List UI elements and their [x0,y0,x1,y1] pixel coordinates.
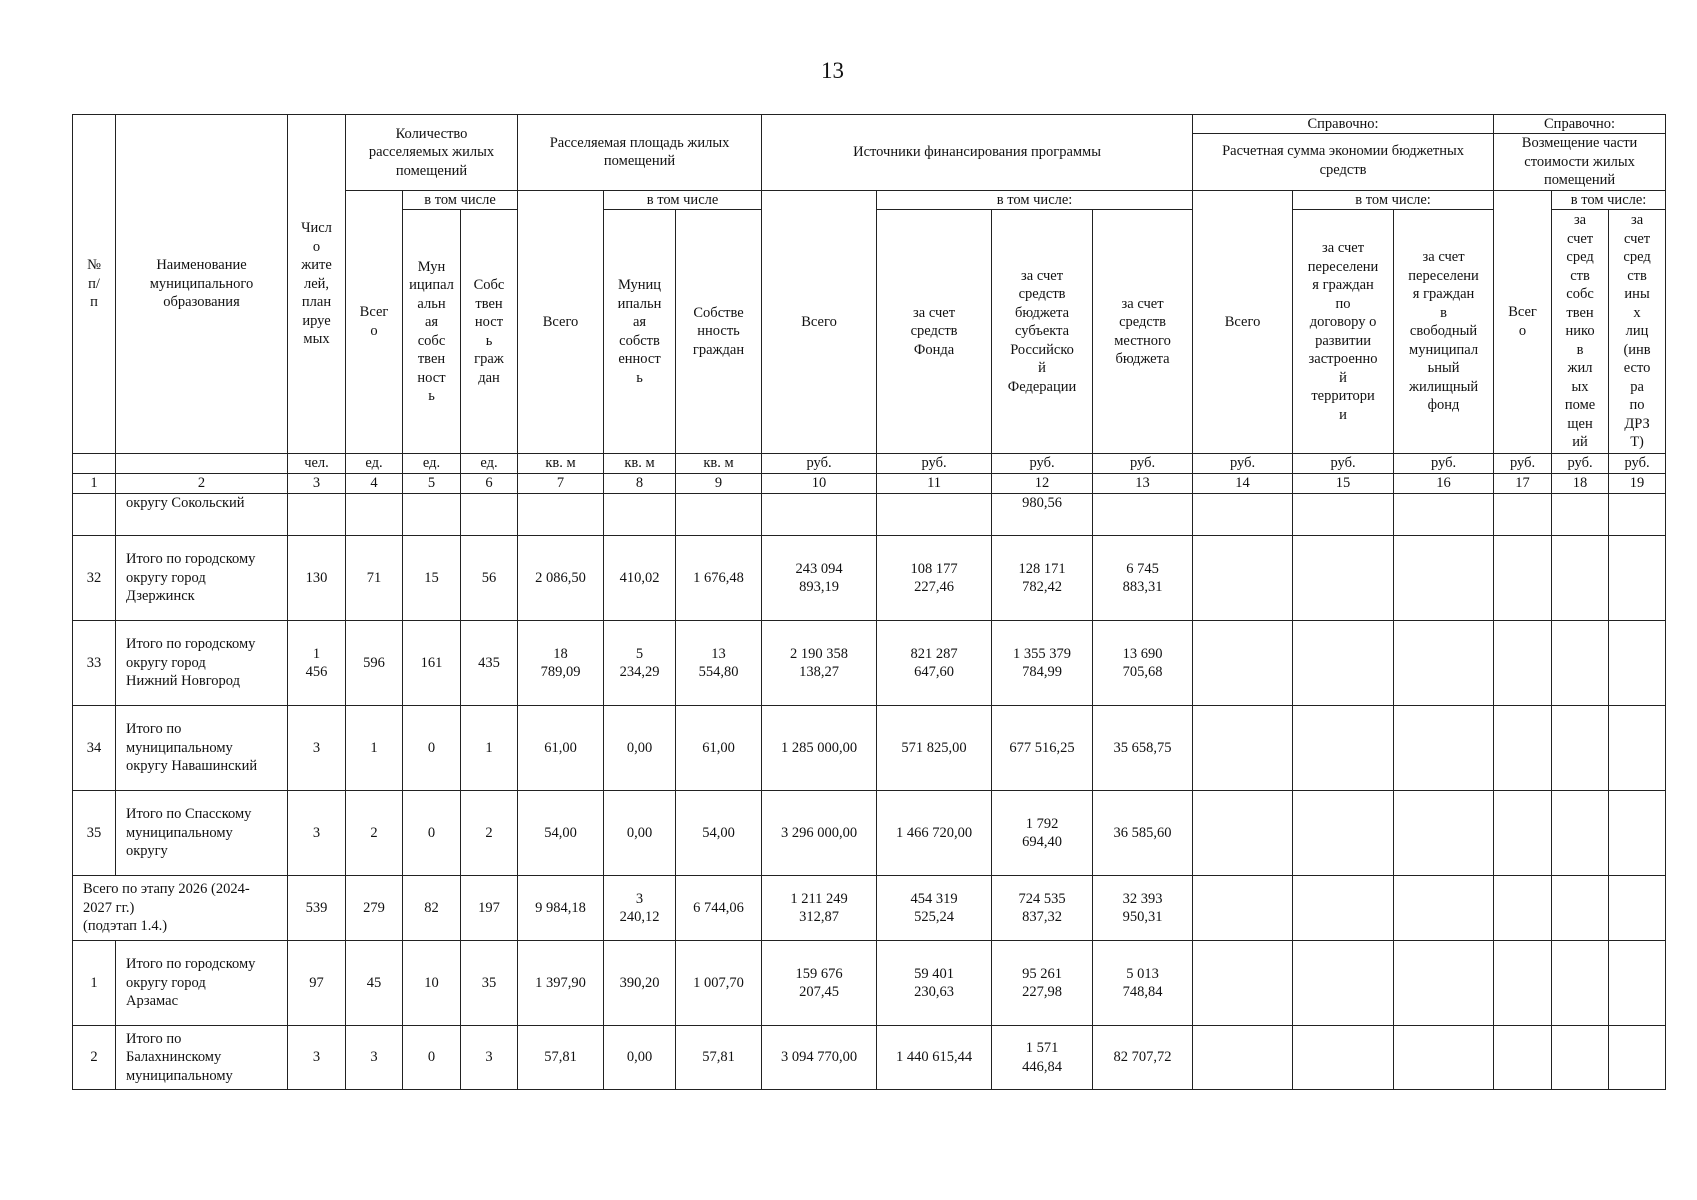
header-col-number: № п/ п [73,115,116,454]
cell-value: 95 261 227,98 [992,941,1093,1026]
cell-value: 5 234,29 [604,621,676,706]
header-col-name: Наименование муниципального образования [116,115,288,454]
cell-value: 3 [461,1026,518,1090]
header-row-groups [73,115,1666,191]
header-ref2-total: Всег о [1494,190,1552,454]
cell-value: 1 456 [288,621,346,706]
cell-value: 3 296 000,00 [762,791,877,876]
cell-value: 35 658,75 [1093,706,1193,791]
cell-value: 454 319 525,24 [877,876,992,941]
cell-value: 57,81 [518,1026,604,1090]
table-row [73,536,1666,621]
cell-value: 0 [403,706,461,791]
unit-cell: руб. [877,454,992,474]
column-number: 5 [403,474,461,494]
table-row [73,941,1666,1026]
cell-value: 1 792 694,40 [992,791,1093,876]
column-number: 13 [1093,474,1193,494]
cell-value: 3 240,12 [604,876,676,941]
cell-value: 1 397,90 [518,941,604,1026]
cell-value: 724 535 837,32 [992,876,1093,941]
cell-value: 54,00 [676,791,762,876]
cell-value: 18 789,09 [518,621,604,706]
savings-title: Расчетная сумма экономии бюджетных средств [1222,143,1464,178]
unit-cell: руб. [1394,454,1494,474]
cell-value: 2 086,50 [518,536,604,621]
unit-cell: ед. [461,454,518,474]
cell-value: 36 585,60 [1093,791,1193,876]
cell-value: 571 825,00 [877,706,992,791]
unit-cell: чел. [288,454,346,474]
table-row [73,621,1666,706]
page-number: 13 [821,58,844,83]
header-area-including: в том числе [604,190,762,210]
cell-value: 9 984,18 [518,876,604,941]
unit-cell: ед. [403,454,461,474]
cell-value: 1 355 379 784,99 [992,621,1093,706]
unit-cell: кв. м [676,454,762,474]
header-fin-subject: за счет средств бюджета субъекта Российско й Федерации [992,210,1093,454]
compensation-title: Возмещение части стоимости жилых помещений [1521,135,1638,188]
unit-cell: руб. [1552,454,1609,474]
row-name: Итого по муниципальному округу Навашинский [116,706,288,791]
unit-cell: руб. [1494,454,1552,474]
cell-value: 677 516,25 [992,706,1093,791]
cell-value: 1 007,70 [676,941,762,1026]
row-name: округу Сокольский [116,494,288,536]
header-ref1-including: в том числе: [1293,190,1494,210]
column-number: 10 [762,474,877,494]
cell-value: 5 013 748,84 [1093,941,1193,1026]
cell-value: 390,20 [604,941,676,1026]
cell-value: 108 177 227,46 [877,536,992,621]
cell-value: 2 190 358 138,27 [762,621,877,706]
header-group-reference-compensation [1494,115,1666,191]
cell-value: 13 690 705,68 [1093,621,1193,706]
cell-value: 61,00 [518,706,604,791]
unit-cell: ед. [346,454,403,474]
column-number: 18 [1552,474,1609,494]
row-name: Итого по Балахнинскому муниципальному [116,1026,288,1090]
header-group-reference-savings [1193,115,1494,191]
row-number: 35 [73,791,116,876]
header-qty-citizens: Собс твен ност ь граж дан [461,210,518,454]
unit-cell: руб. [992,454,1093,474]
row-name: Итого по городскому округу город Арзамас [116,941,288,1026]
resettlement-table [72,114,1666,1090]
cell-value: 435 [461,621,518,706]
cell-value: 3 [288,791,346,876]
cell-value: 97 [288,941,346,1026]
cell-value: 0,00 [604,1026,676,1090]
cell-value: 13 554,80 [676,621,762,706]
unit-cell: руб. [1609,454,1666,474]
units-row [73,454,1666,474]
unit-cell: кв. м [604,454,676,474]
table-row [73,1026,1666,1090]
column-number: 1 [73,474,116,494]
header-fin-local: за счет средств местного бюджета [1093,210,1193,454]
cell-value: 6 744,06 [676,876,762,941]
cell-value: 3 [288,706,346,791]
column-number: 15 [1293,474,1394,494]
cell-value: 6 745 883,31 [1093,536,1193,621]
header-group-quantity: Количество расселяемых жилых помещений [346,115,518,191]
row-name: Итого по городскому округу город Нижний Новгород [116,621,288,706]
column-number: 16 [1394,474,1494,494]
cell-value: 410,02 [604,536,676,621]
unit-cell: руб. [1093,454,1193,474]
cell-value: 1 571 446,84 [992,1026,1093,1090]
table-row [73,706,1666,791]
header-area-total: Всего [518,190,604,454]
column-number: 17 [1494,474,1552,494]
header-ref2-owners: за счет сред ств собс твен нико в жил ых поме щен ий [1552,210,1609,454]
header-qty-total: Всег о [346,190,403,454]
cell-value: 82 707,72 [1093,1026,1193,1090]
header-ref1-free-fund: за счет переселени я граждан в свободный муниципал ьный жилищный фонд [1394,210,1494,454]
cell-value: 3 [346,1026,403,1090]
column-number: 8 [604,474,676,494]
unit-cell: руб. [1293,454,1394,474]
stage-total-label: Всего по этапу 2026 (2024- 2027 гг.) (подэтап 1.4.) [73,876,288,941]
cell-value: 197 [461,876,518,941]
cell-value: 0,00 [604,791,676,876]
header-fin-fund: за счет средств Фонда [877,210,992,454]
cell-value: 1 [346,706,403,791]
column-number: 9 [676,474,762,494]
cell-value: 1 211 249 312,87 [762,876,877,941]
header-col-residents: Числ о жите лей, план ируе мых [288,115,346,454]
cell-value: 35 [461,941,518,1026]
cell-value: 45 [346,941,403,1026]
row-number: 2 [73,1026,116,1090]
cell-value: 161 [403,621,461,706]
cell-value: 82 [403,876,461,941]
unit-cell: руб. [1193,454,1293,474]
stage-total-row [73,876,1666,941]
cell-value: 71 [346,536,403,621]
row-number: 1 [73,941,116,1026]
column-number: 6 [461,474,518,494]
row-name: Итого по Спасскому муниципальному округу [116,791,288,876]
reference-label: Справочно: [1193,115,1493,134]
header-qty-municipal: Мун иципал альн ая собс твен ност ь [403,210,461,454]
cell-value: 0,00 [604,706,676,791]
row-number: 32 [73,536,116,621]
cell-value: 279 [346,876,403,941]
column-number: 3 [288,474,346,494]
column-number: 11 [877,474,992,494]
header-group-area: Расселяемая площадь жилых помещений [518,115,762,191]
row-number: 34 [73,706,116,791]
cell-value: 0 [403,1026,461,1090]
column-number: 7 [518,474,604,494]
cell-value: 243 094 893,19 [762,536,877,621]
header-ref2-including: в том числе: [1552,190,1666,210]
header-ref1-total: Всего [1193,190,1293,454]
header-fin-including: в том числе: [877,190,1193,210]
row-number: 33 [73,621,116,706]
cell-value: 1 676,48 [676,536,762,621]
column-numbers-row [73,474,1666,494]
cell-value: 56 [461,536,518,621]
cell-value: 130 [288,536,346,621]
cell-value: 1 466 720,00 [877,791,992,876]
cell-value: 54,00 [518,791,604,876]
cell-value: 539 [288,876,346,941]
unit-cell: кв. м [518,454,604,474]
cell-value: 57,81 [676,1026,762,1090]
row-name: Итого по городскому округу город Дзержинск [116,536,288,621]
header-area-municipal: Муниц ипальн ая собств енност ь [604,210,676,454]
cell-value: 821 287 647,60 [877,621,992,706]
cell-value: 0 [403,791,461,876]
cell-value: 1 [461,706,518,791]
header-ref2-investors: за счет сред ств ины х лиц (инв есто ра по ДРЗ Т) [1609,210,1666,454]
header-qty-including: в том числе [403,190,518,210]
cell-value: 159 676 207,45 [762,941,877,1026]
cell-value: 15 [403,536,461,621]
cell-value: 61,00 [676,706,762,791]
cell-value: 2 [461,791,518,876]
cell-value: 3 094 770,00 [762,1026,877,1090]
cell-value: 128 171 782,42 [992,536,1093,621]
cell-value: 10 [403,941,461,1026]
cell-value: 3 [288,1026,346,1090]
cell-value: 1 285 000,00 [762,706,877,791]
cell-value: 1 440 615,44 [877,1026,992,1090]
header-group-financing: Источники финансирования программы [762,115,1193,191]
column-number: 12 [992,474,1093,494]
unit-cell: руб. [762,454,877,474]
column-number: 2 [116,474,288,494]
column-number: 14 [1193,474,1293,494]
cell-value: 980,56 [992,494,1093,536]
cell-value: 59 401 230,63 [877,941,992,1026]
cell-value: 32 393 950,31 [1093,876,1193,941]
cell-value: 2 [346,791,403,876]
header-area-citizens: Собстве нность граждан [676,210,762,454]
header-ref1-development: за счет переселени я граждан по договору о развитии застроенно й территори и [1293,210,1394,454]
header-fin-total: Всего [762,190,877,454]
cell-value: 596 [346,621,403,706]
reference-label: Справочно: [1494,115,1665,134]
table-row [73,791,1666,876]
column-number: 4 [346,474,403,494]
column-number: 19 [1609,474,1666,494]
table-row [73,494,1666,536]
